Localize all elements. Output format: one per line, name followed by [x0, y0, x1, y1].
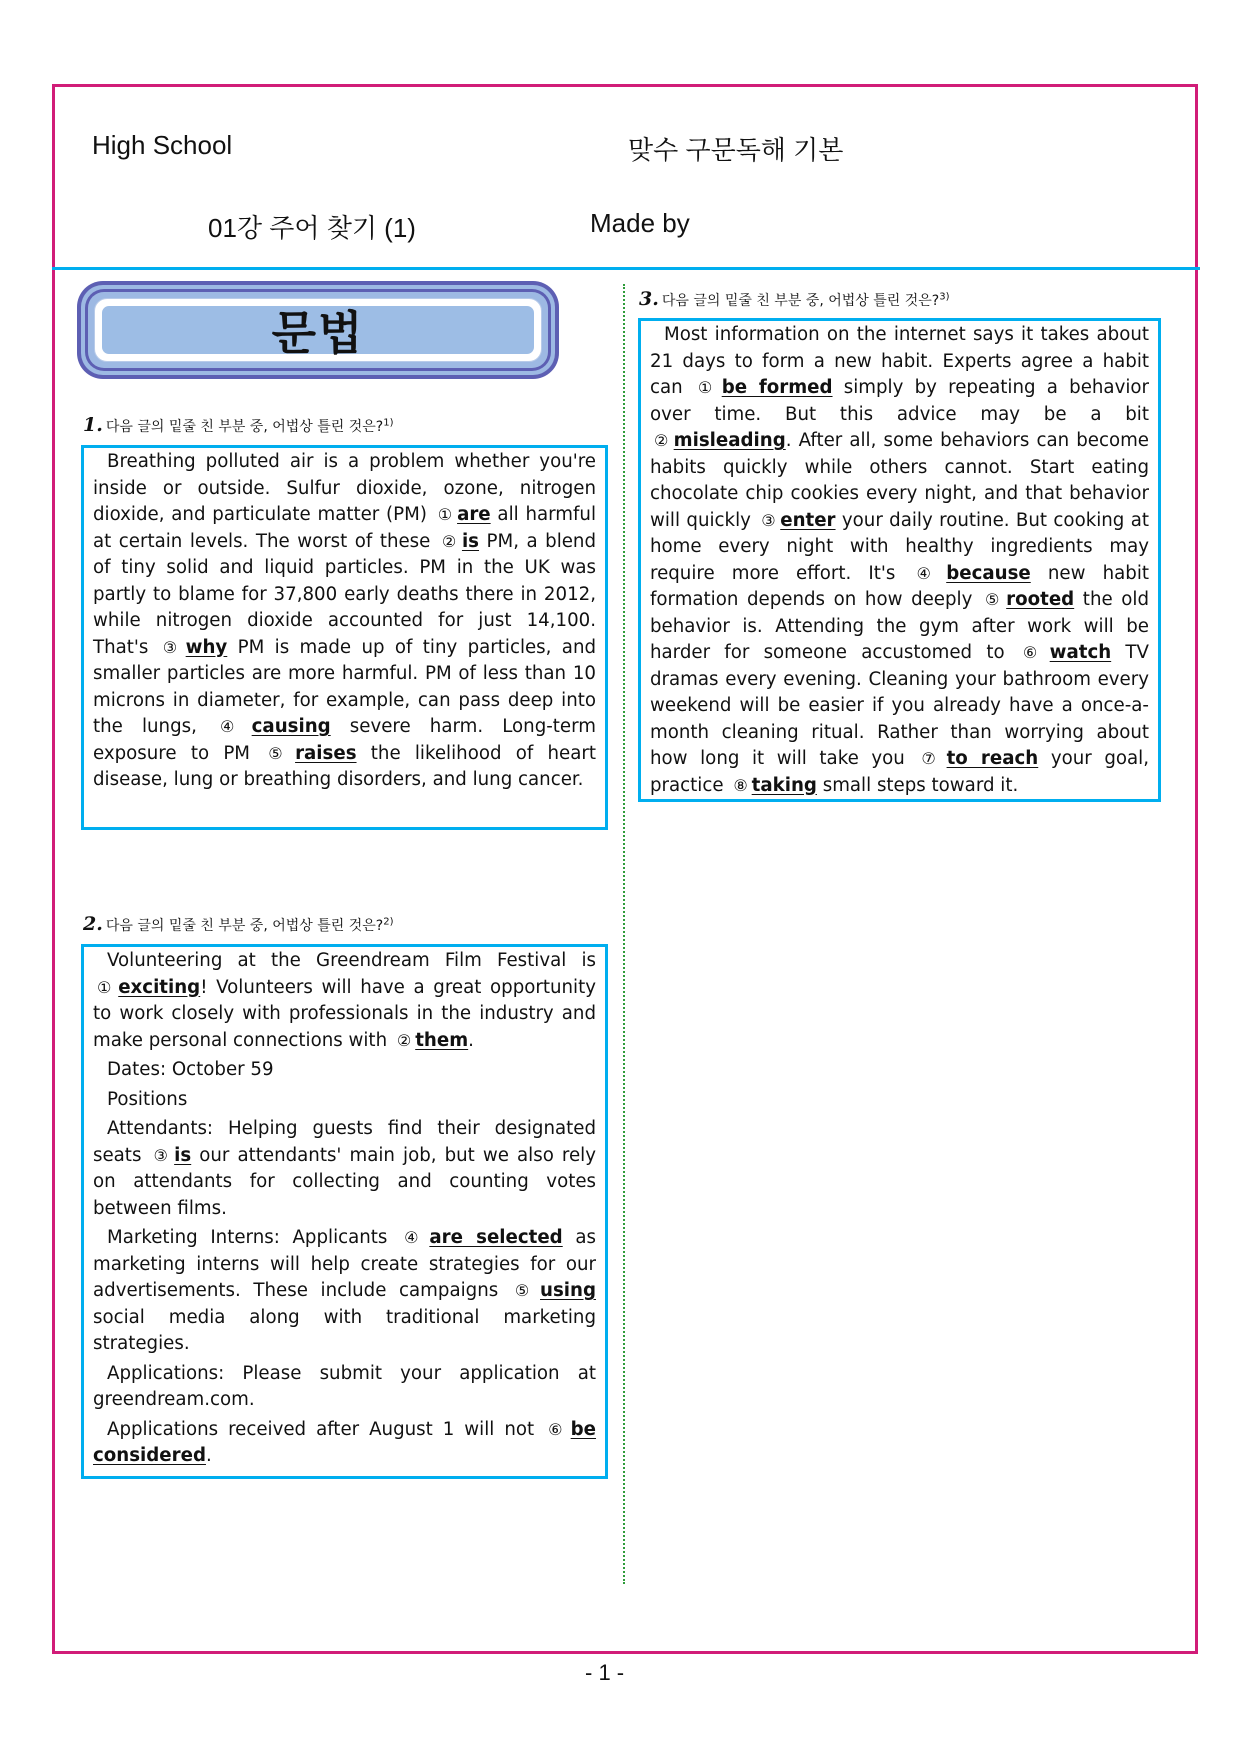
underlined-choice: raises: [295, 742, 357, 764]
choice-marker: ⑦: [921, 749, 943, 768]
question-2-title: [83, 913, 394, 935]
choice-marker: ④: [219, 717, 248, 736]
passage-paragraph: Applications: Please submit your application at greendream.com.: [93, 1362, 596, 1410]
footnote-ref: 1): [383, 417, 394, 429]
underlined-choice: causing: [251, 716, 331, 737]
underlined-choice: are selected: [429, 1227, 563, 1248]
section-banner: [77, 281, 559, 379]
choice-marker: ①: [97, 977, 115, 997]
underlined-choice: them: [415, 1029, 469, 1051]
choice-marker: ①: [697, 378, 718, 397]
question-number: 1.: [83, 414, 103, 436]
question-number: 2.: [83, 913, 103, 935]
column-divider: [623, 284, 625, 1584]
underlined-choice: why: [185, 636, 228, 658]
question-number: 3.: [639, 288, 659, 310]
choice-marker: ②: [396, 1030, 412, 1050]
footnote-ref: 2): [383, 916, 394, 928]
passage-paragraph: Attendants: Helping guests find their designated seats ③ is our attendants' main job, but we also rely on attendants for collecting and counting votes between films.: [93, 1118, 596, 1219]
underlined-choice: enter: [780, 509, 836, 531]
footnote-ref: 3): [939, 291, 950, 303]
choice-marker: ②: [441, 531, 458, 551]
question-prompt: 다음 글의 밑줄 친 부분 중, 어법상 틀린 것은?: [661, 293, 940, 309]
choice-marker: ⑤: [268, 743, 292, 763]
choice-marker: ⑥: [1022, 643, 1046, 662]
choice-marker: ⑧: [733, 775, 748, 795]
passage-paragraph: Breathing polluted air is a problem whether you're inside or outside. Sulfur dioxide, ozone, nitrogen dioxide, and particulate matter (PM) ① are all harmful at certain levels. The worst of these ② is PM, a blend of tiny solid and liquid particles. PM in the UK was partly to blame for 37,800 early deaths there in 2012, while nitrogen dioxide accounted for just 14,100. That's ③ why PM is made up of tiny particles, and smaller particles are more harmful. PM of less than 10 microns in diameter, for example, can pass deep into the lungs, ④ causing severe harm. Long-term exposure to PM ⑤ raises the likelihood of heart disease, lung or breathing disorders, and lung cancer.: [93, 451, 597, 790]
question-2-passage: [81, 944, 608, 1479]
question-1-title: [83, 414, 394, 436]
question-prompt: 다음 글의 밑줄 친 부분 중, 어법상 틀린 것은?: [105, 918, 384, 934]
passage-paragraph: Marketing Interns: Applicants ④ are selected as marketing interns will help create strategies for our advertisements. These include campaigns ⑤ using social media along with traditional marketing strategies.: [93, 1227, 597, 1354]
header-made-by: Made by: [590, 208, 690, 238]
passage-paragraph: Positions: [107, 1088, 188, 1110]
choice-marker: ④: [404, 1228, 426, 1247]
choice-marker: ②: [654, 431, 670, 450]
header-divider: [52, 267, 1200, 270]
choice-marker: ③: [162, 637, 182, 657]
underlined-choice: is: [174, 1144, 192, 1166]
header-lesson: 01강 주어 찾기 (1): [208, 213, 416, 243]
underlined-choice: rooted: [1006, 589, 1075, 610]
question-1-passage: [81, 445, 608, 830]
passage-paragraph: Most information on the internet says it takes about 21 days to form a new habit. Experts agree a habit can ① be formed simply by repeating a behavior over time. But this advice may be a bit ② misleading. After all, some behaviors can become habits quickly while others cannot. Start eating chocolate chip cookies every night, and that behavior will quickly ③ enter your daily routine. But cooking at home every night with healthy ingredients may require more effort. It's ④ because new habit formation depends on how deeply ⑤ rooted the old behavior is. Attending the gym after work will be harder for someone accustomed to ⑥ watch TV dramas every evening. Cleaning your bathroom every weekend will be easier if you already have a once-a-month cleaning ritual. Rather than worrying about how long it will take you ⑦ to reach your goal, practice ⑧ taking small steps toward it.: [650, 324, 1150, 796]
choice-marker: ①: [437, 505, 454, 524]
underlined-choice: exciting: [118, 976, 201, 998]
header-book-title: 맞수 구문독해 기본: [628, 135, 844, 165]
choice-marker: ⑥: [548, 1419, 567, 1439]
question-prompt: 다음 글의 밑줄 친 부분 중, 어법상 틀린 것은?: [105, 419, 384, 435]
choice-marker: ④: [916, 563, 943, 583]
underlined-choice: taking: [751, 774, 817, 796]
underlined-choice: be considered: [93, 1418, 597, 1466]
choice-marker: ③: [153, 1145, 171, 1165]
underlined-choice: misleading: [673, 430, 786, 451]
question-3-passage: [638, 318, 1161, 802]
passage-paragraph: Applications received after August 1 will not ⑥ be considered.: [93, 1418, 597, 1466]
choice-marker: ⑤: [984, 590, 1003, 609]
choice-marker: ③: [761, 510, 777, 530]
question-3-title: [639, 288, 950, 310]
underlined-choice: be formed: [721, 377, 833, 398]
underlined-choice: to reach: [946, 748, 1039, 769]
page-number: - 1 -: [585, 1660, 625, 1685]
section-title: 문법: [271, 306, 365, 360]
passage-paragraph: Dates: October 59: [107, 1059, 274, 1080]
choice-marker: ⑤: [514, 1281, 537, 1300]
underlined-choice: is: [461, 530, 480, 552]
underlined-choice: using: [540, 1280, 596, 1301]
underlined-choice: are: [457, 504, 491, 525]
header-level: High School: [92, 130, 233, 160]
underlined-choice: because: [946, 562, 1031, 584]
underlined-choice: watch: [1049, 642, 1112, 663]
passage-paragraph: Volunteering at the Greendream Film Festival is ① exciting! Volunteers will have a great opportunity to work closely with professionals in the industry and make personal connections with ② them.: [93, 950, 596, 1051]
